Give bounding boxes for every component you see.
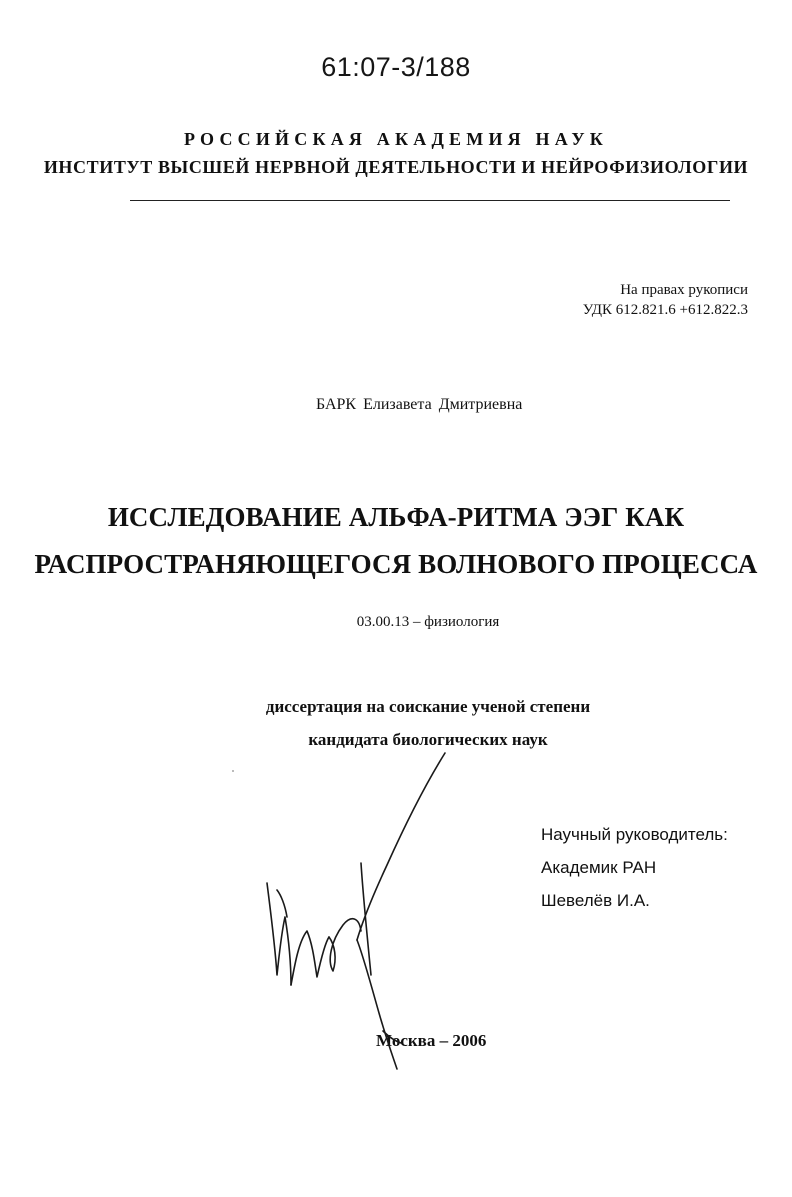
rights-block <box>583 280 748 320</box>
degree-line-1: диссертация на соискание ученой степени <box>265 697 591 716</box>
udc-code: УДК 612.821.6 +612.822.3 <box>582 302 748 318</box>
title-line-1: ИССЛЕДОВАНИЕ АЛЬФА-РИТМА ЭЭГ КАК <box>107 502 685 532</box>
city-year: Москва – 2006 <box>376 1031 487 1050</box>
author-name: БАРК Елизавета Дмитриевна <box>316 396 523 413</box>
catalog-code: 61:07-3/188 <box>321 52 471 82</box>
supervisor-label: Научный руководитель: <box>541 825 728 844</box>
header-divider <box>130 200 730 201</box>
handwritten-signature <box>255 745 465 1075</box>
supervisor-name: Шевелёв И.А. <box>541 891 650 910</box>
dissertation-title <box>0 494 792 588</box>
manuscript-note: На правах рукописи <box>620 282 748 298</box>
specialty-code: 03.00.13 – физиология <box>356 614 500 630</box>
supervisor-block <box>541 818 728 917</box>
title-line-2: РАСПРОСТРАНЯЮЩЕГОСЯ ВОЛНОВОГО ПРОЦЕССА <box>34 549 758 579</box>
scan-speck <box>232 770 234 772</box>
institute-name: ИНСТИТУТ ВЫСШЕЙ НЕРВНОЙ ДЕЯТЕЛЬНОСТИ И НЕЙРОФИЗИОЛОГИИ <box>43 157 749 177</box>
academy-name: РОССИЙСКАЯ АКАДЕМИЯ НАУК <box>183 129 609 149</box>
supervisor-rank: Академик РАН <box>541 858 657 877</box>
degree-line-2: кандидата биологических наук <box>308 730 548 749</box>
